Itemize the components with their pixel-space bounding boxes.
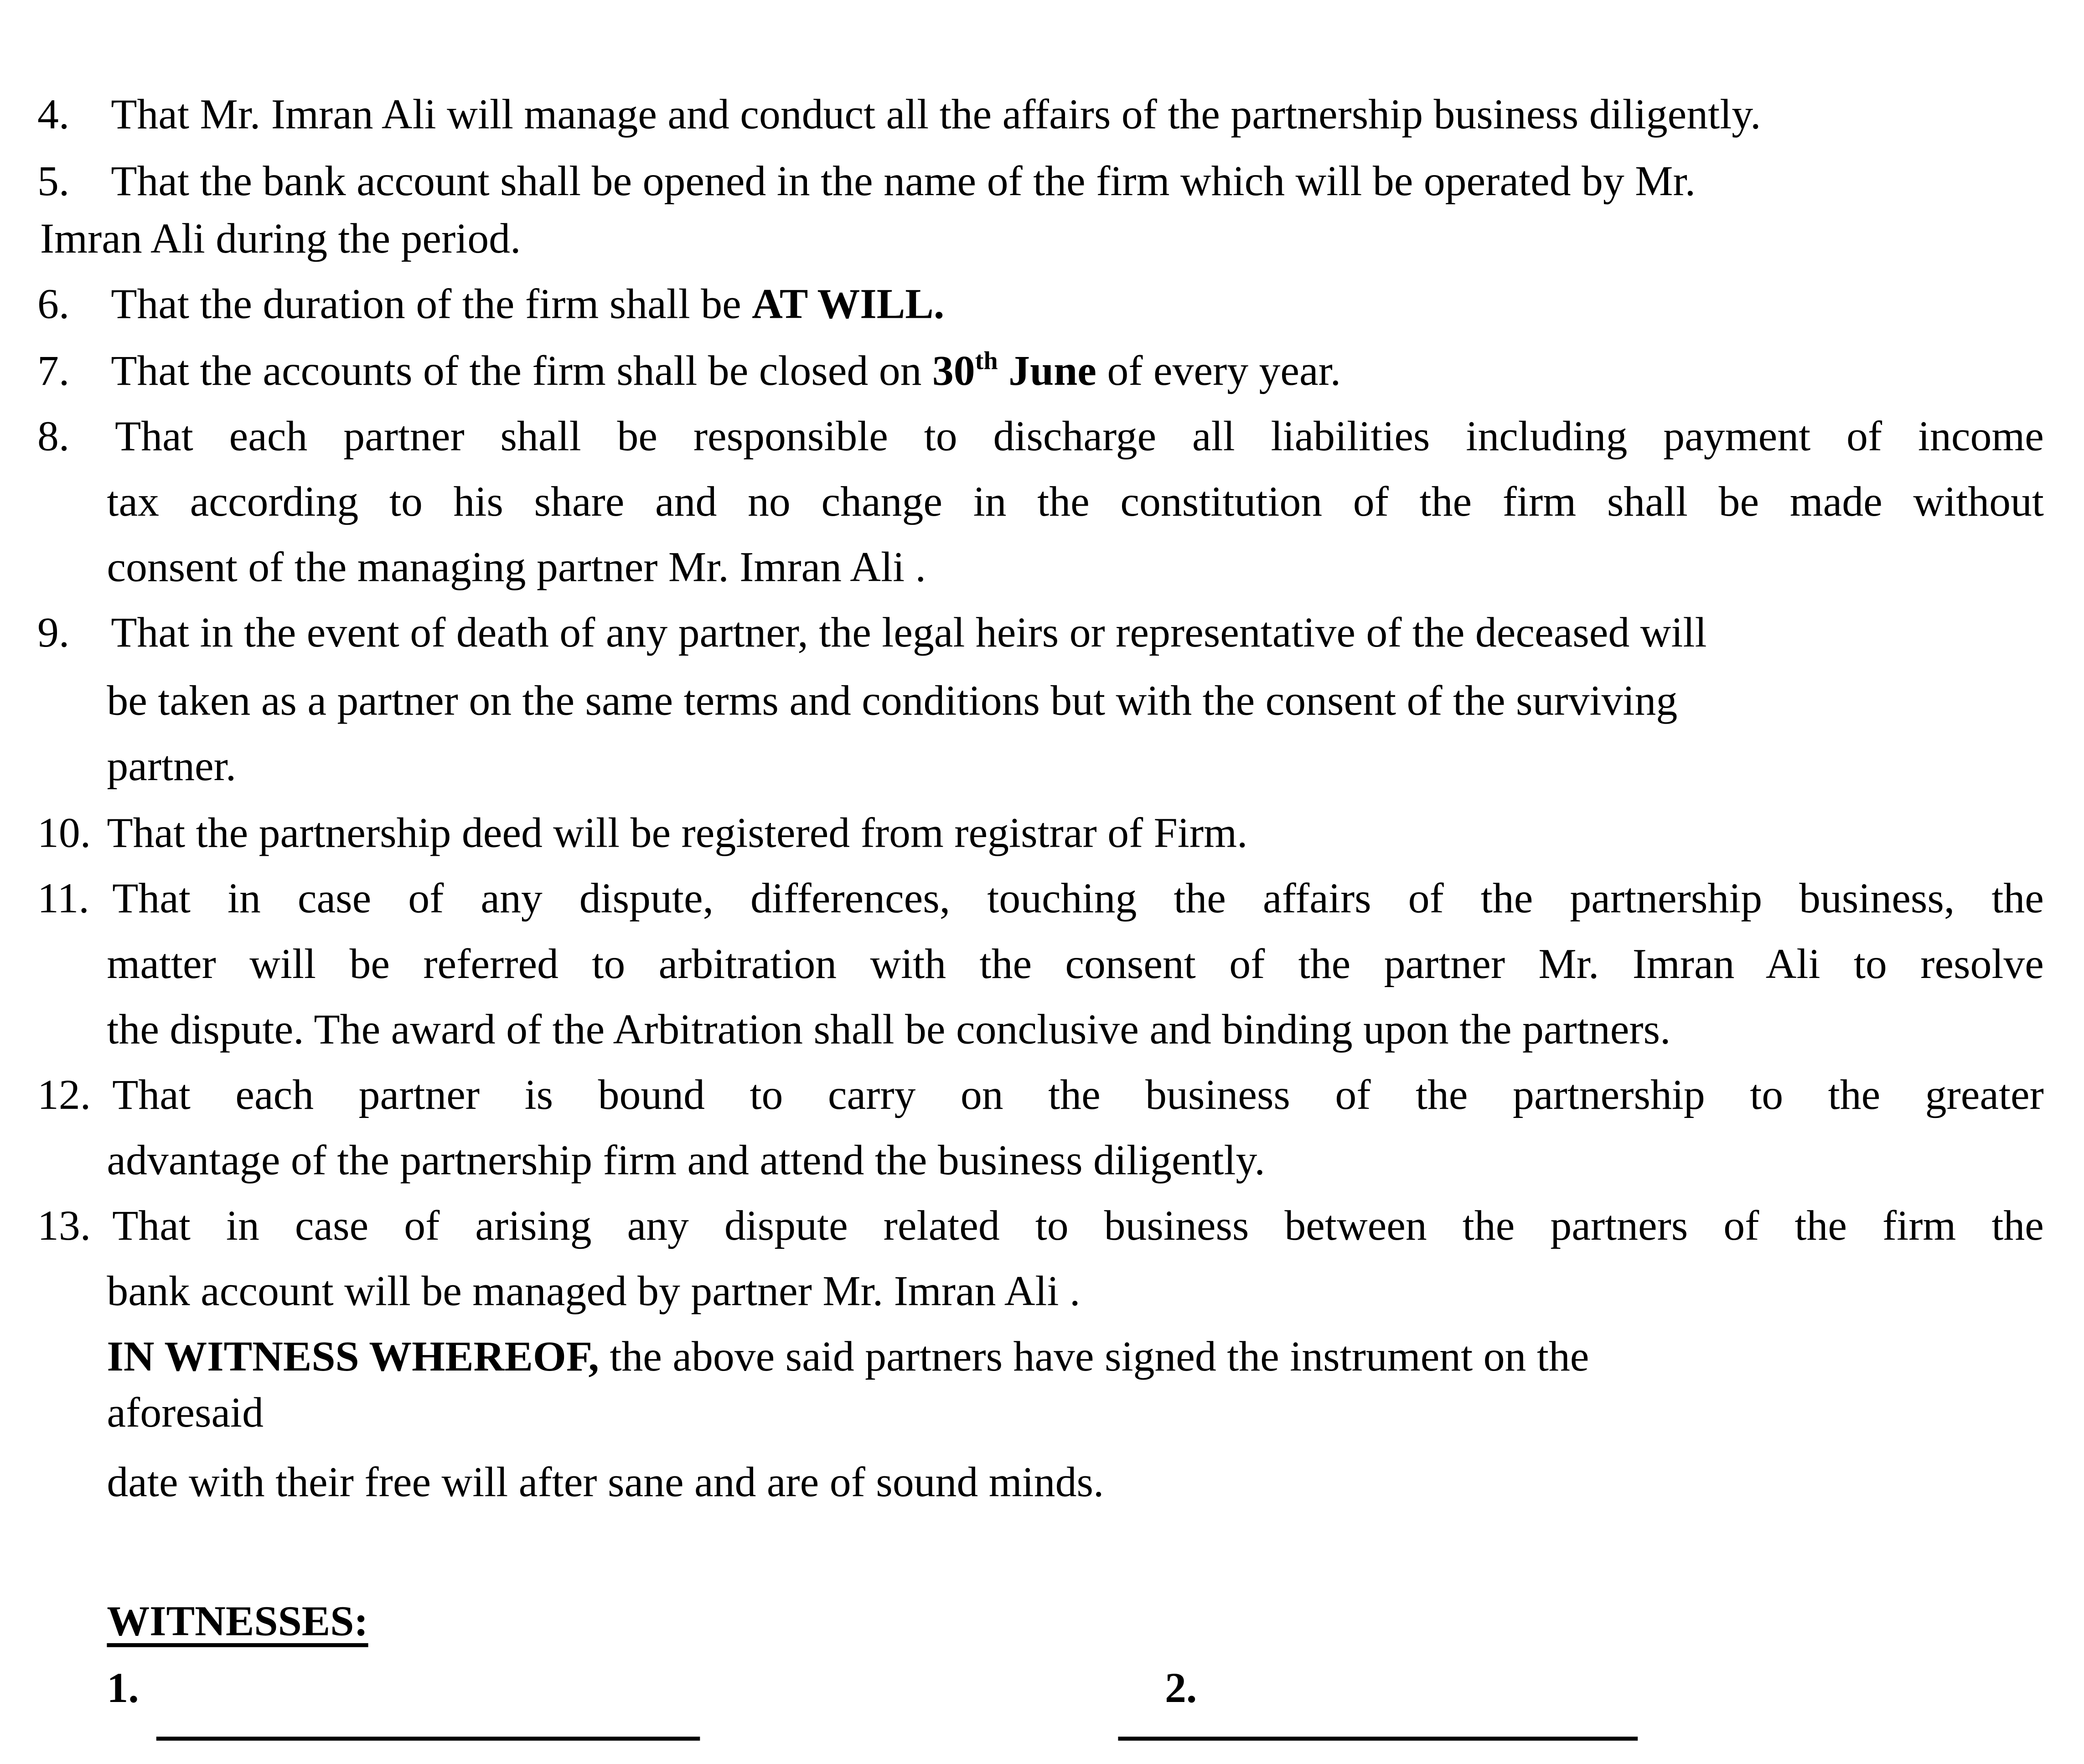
clause-text: Imran Ali during the period. bbox=[40, 213, 521, 262]
clause-text bbox=[111, 277, 944, 330]
witness-1-label: 1. bbox=[107, 1663, 139, 1712]
clause-number: 4. bbox=[37, 89, 70, 138]
closing-day: 30 bbox=[932, 346, 975, 394]
witness-2-label: 2. bbox=[1164, 1663, 1197, 1712]
clause-text: That in case of arising any dispute related to business between the partners of the firm the bbox=[112, 1201, 2044, 1249]
clause-number: 12. bbox=[37, 1070, 91, 1118]
clause-text: partner. bbox=[107, 741, 237, 790]
clause-number: 5. bbox=[37, 156, 70, 205]
clause-number: 9. bbox=[37, 608, 70, 656]
clause-text: be taken as a partner on the same terms and conditions but with the consent of the surviving bbox=[107, 676, 1678, 724]
witness-clause bbox=[107, 1329, 1589, 1382]
witness-clause-text: aforesaid bbox=[107, 1388, 264, 1436]
duration-at-will: AT WILL. bbox=[752, 279, 945, 327]
clause-text bbox=[111, 343, 1341, 397]
clause-text: advantage of the partnership firm and attend the business diligently. bbox=[107, 1135, 1265, 1184]
clause-text: tax according to his share and no change in the constitution of the firm shall be made without bbox=[107, 477, 2044, 525]
clause-number: 6. bbox=[37, 279, 70, 327]
clause-text: That in the event of death of any partner, the legal heirs or representative of the deceased will bbox=[111, 608, 1707, 656]
clause-text: That each partner is bound to carry on the business of the partnership to the greater bbox=[112, 1070, 2044, 1118]
clause-text: the dispute. The award of the Arbitration shall be conclusive and binding upon the partners. bbox=[107, 1004, 1671, 1053]
clause-text: bank account will be managed by partner Mr. Imran Ali . bbox=[107, 1266, 1081, 1315]
clause-number: 7. bbox=[37, 346, 70, 394]
clause-number: 10. bbox=[37, 808, 91, 857]
witnesses-heading: WITNESSES: bbox=[107, 1596, 368, 1645]
witness-clause-text: the above said partners have signed the instrument on the bbox=[599, 1332, 1589, 1380]
clause-text-part: of every year. bbox=[1096, 346, 1341, 394]
ordinal-suffix: th bbox=[975, 347, 998, 376]
clause-text: That in case of any dispute, differences, touching the affairs of the partnership business, the bbox=[112, 874, 2044, 922]
witness-clause-heading: IN WITNESS WHEREOF, bbox=[107, 1332, 599, 1380]
clause-number: 13. bbox=[37, 1201, 91, 1249]
clause-text-part: That the accounts of the firm shall be closed on bbox=[111, 346, 932, 394]
witness-2-signature-line bbox=[1118, 1737, 1638, 1741]
clause-text: That the bank account shall be opened in the name of the firm which will be operated by Mr. bbox=[111, 156, 1696, 205]
clause-text: That each partner shall be responsible to discharge all liabilities including payment of income bbox=[114, 411, 2044, 460]
clause-text: That Mr. Imran Ali will manage and conduct all the affairs of the partnership business diligently. bbox=[111, 89, 1761, 138]
clause-text: That the partnership deed will be registered from registrar of Firm. bbox=[107, 808, 1248, 857]
clause-text-part: That the duration of the firm shall be bbox=[111, 279, 752, 327]
clause-number: 11. bbox=[37, 874, 89, 922]
clause-text: matter will be referred to arbitration with the consent of the partner Mr. Imran Ali to resolve bbox=[107, 939, 2044, 988]
closing-month: June bbox=[998, 346, 1096, 394]
witness-1-signature-line bbox=[156, 1737, 700, 1741]
clause-number: 8. bbox=[37, 411, 70, 460]
clause-text: consent of the managing partner Mr. Imran Ali . bbox=[107, 542, 926, 591]
witness-clause-text: date with their free will after sane and are of sound minds. bbox=[107, 1457, 1104, 1506]
